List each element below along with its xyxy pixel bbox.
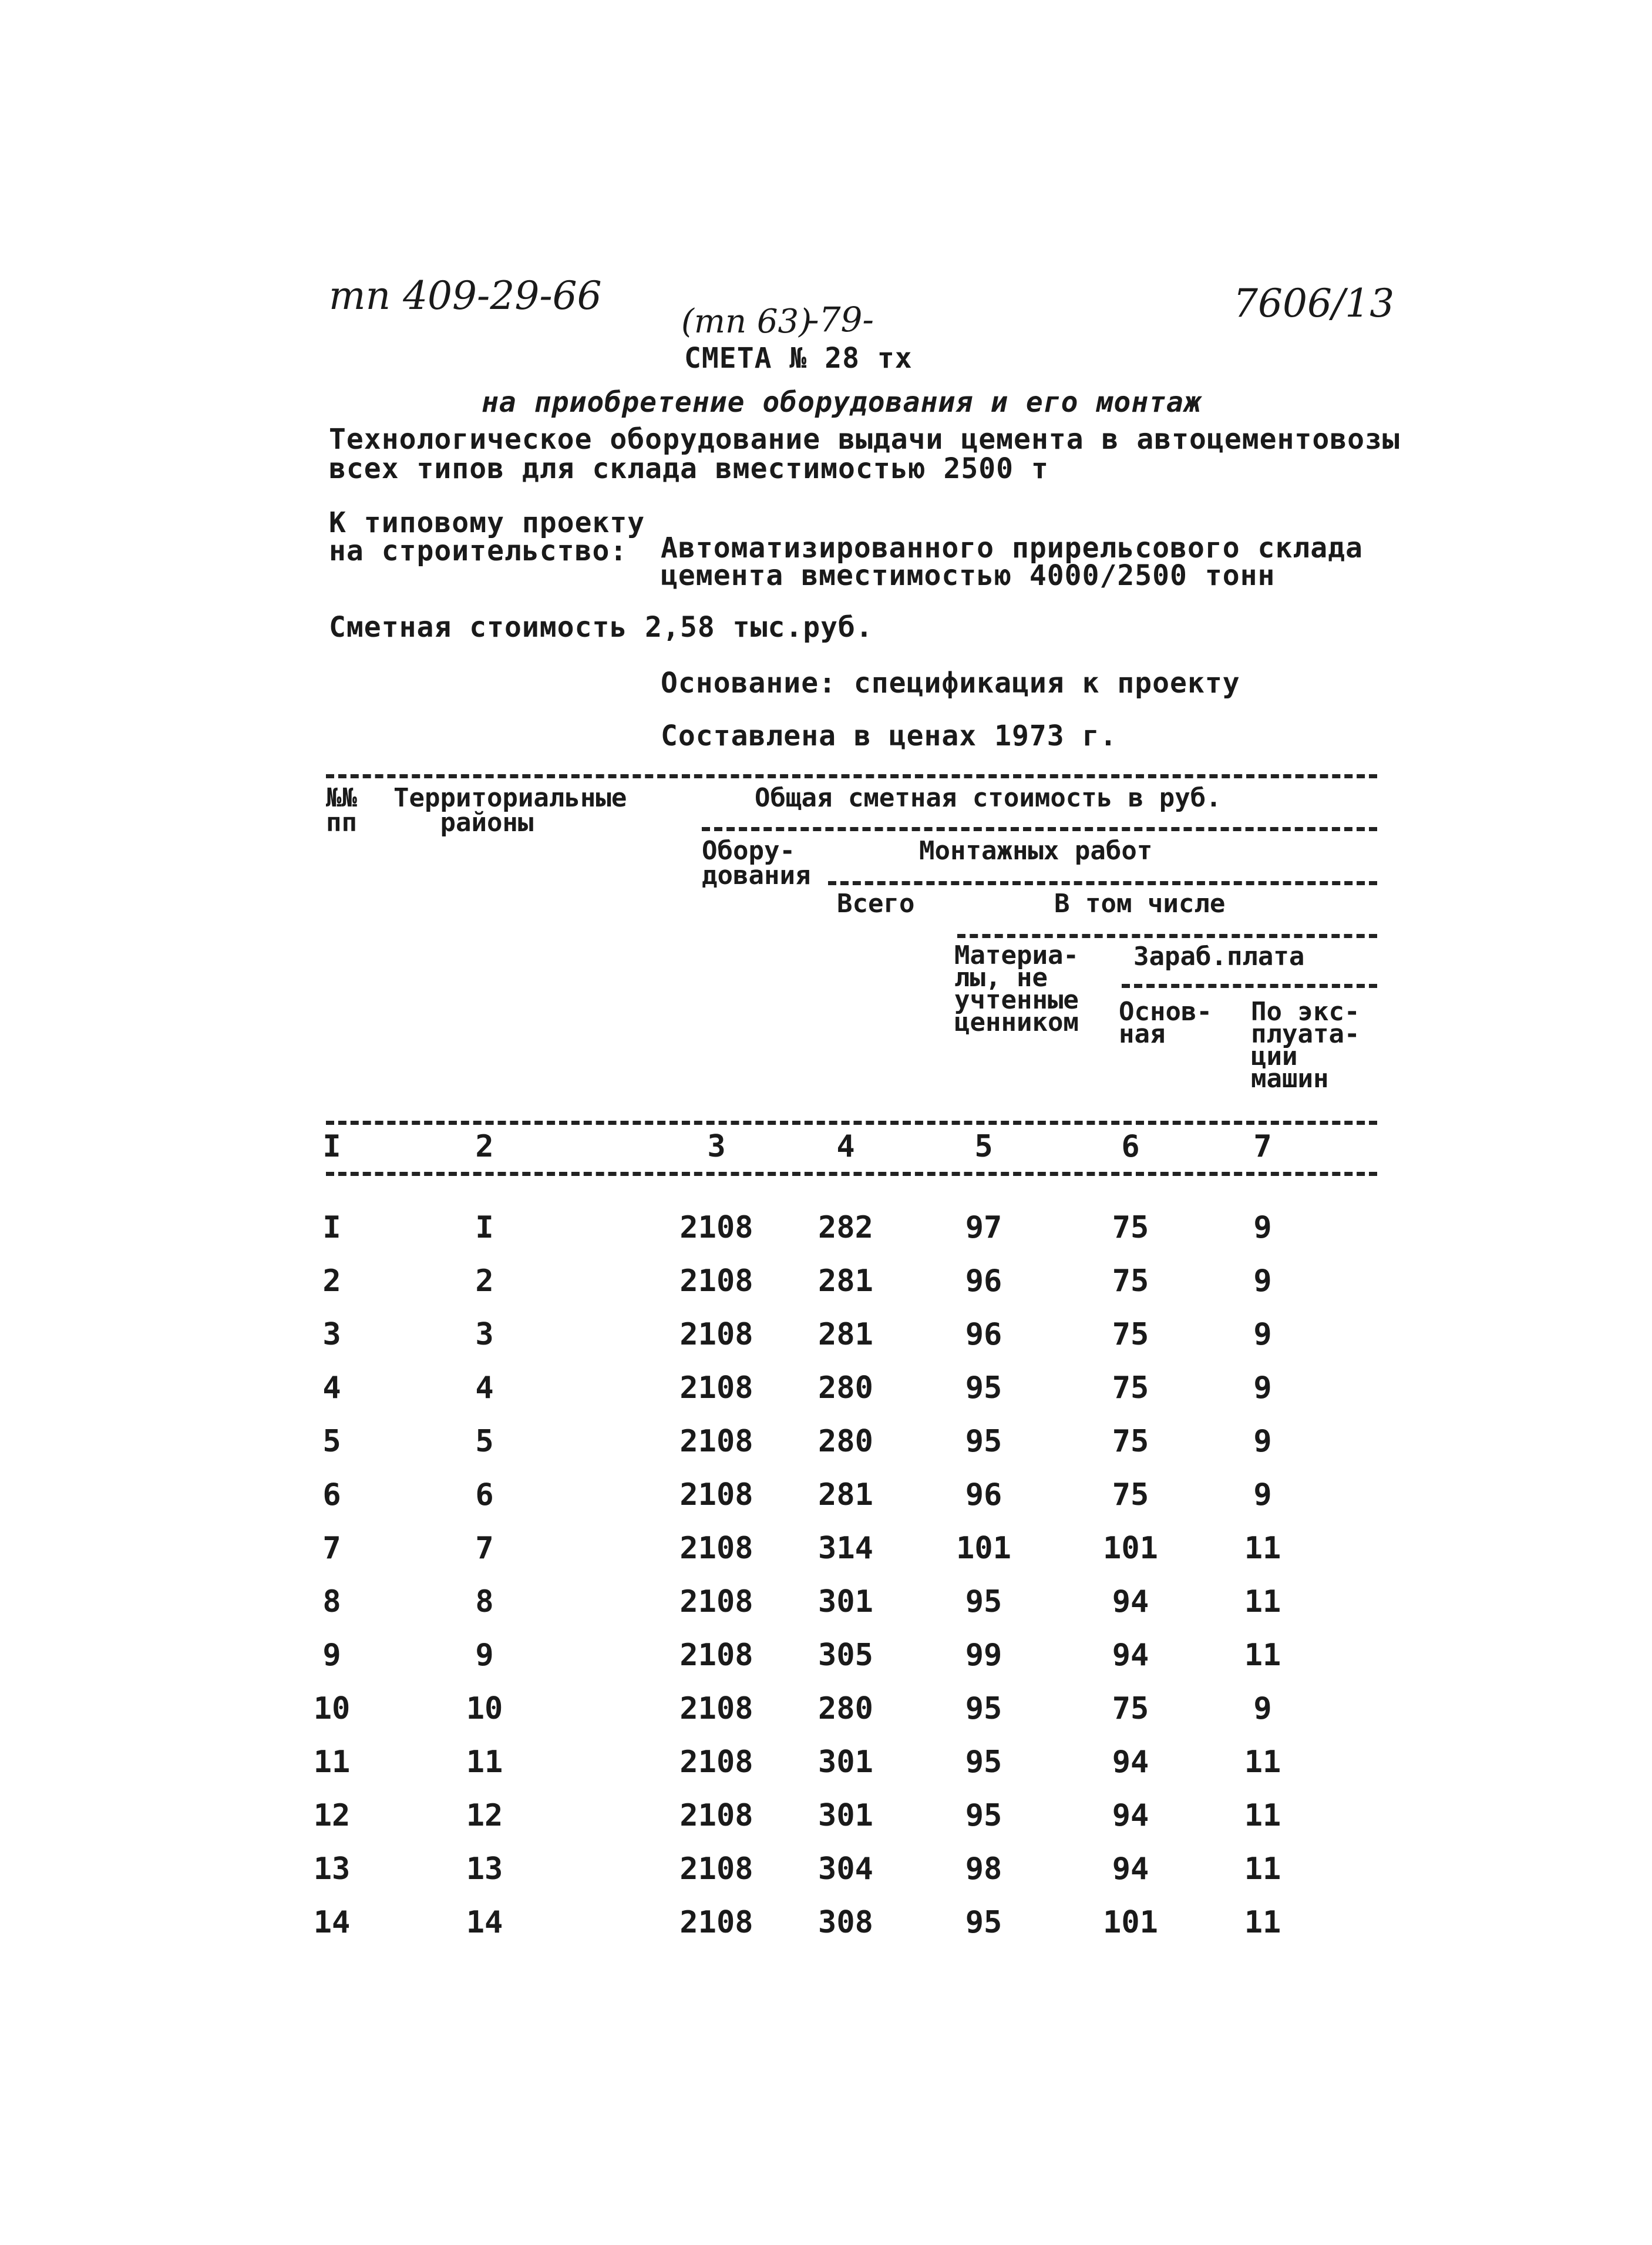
cell-equipment-cost: 2108 — [679, 1638, 753, 1673]
cell-row-number: 2 — [322, 1263, 341, 1299]
cell-region: 13 — [466, 1851, 503, 1887]
column-number-1: I — [322, 1129, 341, 1164]
cell-equipment-cost: 2108 — [679, 1745, 753, 1780]
cell-row-number: 13 — [313, 1851, 351, 1887]
cell-row-number: 10 — [313, 1691, 351, 1726]
cell-equipment-cost: 2108 — [679, 1691, 753, 1726]
header-machine-operation: По экс- плуата- ции машин — [1251, 997, 1360, 1094]
cell-materials: 95 — [965, 1584, 1002, 1619]
cell-equipment-cost: 2108 — [679, 1798, 753, 1833]
description-line-1: Технологическое оборудование выдачи цемента в автоцементовозы — [329, 423, 1400, 456]
table-rule-numbers-bottom — [326, 1172, 1377, 1176]
cell-machine-wages: 9 — [1253, 1424, 1272, 1459]
cell-materials: 97 — [965, 1210, 1002, 1245]
cell-basic-wages: 75 — [1112, 1263, 1149, 1299]
cell-machine-wages: 9 — [1253, 1317, 1272, 1352]
header-wages: Зараб.плата — [1133, 942, 1305, 972]
column-number-3: 3 — [707, 1129, 726, 1164]
cell-materials: 96 — [965, 1317, 1002, 1352]
header-materials: Материа- лы, не учтенные ценником — [954, 940, 1079, 1037]
cell-row-number: 14 — [313, 1905, 351, 1940]
cell-basic-wages: 101 — [1103, 1905, 1158, 1940]
basis-line: Основание: спецификация к проекту — [661, 667, 1240, 700]
archive-number-handwritten: 7606/13 — [1233, 281, 1395, 326]
cell-basic-wages: 94 — [1112, 1798, 1149, 1833]
cell-basic-wages: 101 — [1103, 1531, 1158, 1566]
cell-basic-wages: 94 — [1112, 1584, 1149, 1619]
cell-machine-wages: 11 — [1244, 1745, 1281, 1780]
cell-region: 12 — [466, 1798, 503, 1833]
project-value-line-1: Автоматизированного прирельсового склада — [661, 532, 1363, 564]
cell-basic-wages: 75 — [1112, 1210, 1149, 1245]
cell-installation-total: 305 — [818, 1638, 873, 1673]
cell-basic-wages: 94 — [1112, 1851, 1149, 1887]
cell-equipment-cost: 2108 — [679, 1584, 753, 1619]
cell-installation-total: 281 — [818, 1317, 873, 1352]
cell-materials: 98 — [965, 1851, 1002, 1887]
cell-equipment-cost: 2108 — [679, 1210, 753, 1245]
page-number: -79- — [808, 300, 874, 340]
column-number-7: 7 — [1253, 1129, 1272, 1164]
table-rule-under-including — [957, 934, 1377, 938]
cell-materials: 95 — [965, 1370, 1002, 1406]
cell-region: 4 — [475, 1370, 494, 1406]
cell-row-number: 6 — [322, 1477, 341, 1513]
cell-materials: 95 — [965, 1745, 1002, 1780]
cell-machine-wages: 11 — [1244, 1531, 1281, 1566]
cell-materials: 96 — [965, 1477, 1002, 1513]
cell-equipment-cost: 2108 — [679, 1370, 753, 1406]
cell-installation-total: 301 — [818, 1798, 873, 1833]
cell-equipment-cost: 2108 — [679, 1317, 753, 1352]
cell-equipment-cost: 2108 — [679, 1477, 753, 1513]
cell-region: 8 — [475, 1584, 494, 1619]
project-label-line-1: К типовому проекту — [329, 506, 645, 539]
header-total-cost: Общая сметная стоимость в руб. — [755, 783, 1222, 813]
cell-basic-wages: 75 — [1112, 1477, 1149, 1513]
cell-installation-total: 314 — [818, 1531, 873, 1566]
cell-row-number: 3 — [322, 1317, 341, 1352]
cell-installation-total: 281 — [818, 1477, 873, 1513]
cell-equipment-cost: 2108 — [679, 1531, 753, 1566]
cell-region: 3 — [475, 1317, 494, 1352]
cell-row-number: 11 — [313, 1745, 351, 1780]
cell-row-number: I — [322, 1210, 341, 1245]
cell-equipment-cost: 2108 — [679, 1851, 753, 1887]
cell-installation-total: 281 — [818, 1263, 873, 1299]
cell-row-number: 7 — [322, 1531, 341, 1566]
table-rule-under-total — [702, 827, 1377, 831]
table-rule-top — [326, 774, 1377, 778]
cell-installation-total: 282 — [818, 1210, 873, 1245]
cell-installation-total: 280 — [818, 1370, 873, 1406]
cell-machine-wages: 9 — [1253, 1691, 1272, 1726]
header-regions: Территориальные районы — [393, 783, 627, 838]
header-wages-basic: Основ- ная — [1119, 997, 1212, 1049]
project-value-line-2: цемента вместимостью 4000/2500 тонн — [661, 559, 1276, 592]
cell-machine-wages: 11 — [1244, 1905, 1281, 1940]
table-rule-under-installation — [828, 881, 1377, 885]
column-number-5: 5 — [974, 1129, 993, 1164]
cell-region: I — [475, 1210, 494, 1245]
table-rule-under-wages — [1122, 984, 1377, 988]
table-rule-header-bottom — [326, 1121, 1377, 1125]
cell-machine-wages: 9 — [1253, 1477, 1272, 1513]
cell-materials: 95 — [965, 1798, 1002, 1833]
column-number-4: 4 — [836, 1129, 855, 1164]
cell-row-number: 8 — [322, 1584, 341, 1619]
cell-installation-total: 280 — [818, 1691, 873, 1726]
header-equipment: Обору- дования — [702, 836, 811, 890]
cell-row-number: 9 — [322, 1638, 341, 1673]
cell-region: 9 — [475, 1638, 494, 1673]
column-number-2: 2 — [475, 1129, 494, 1164]
header-total: Всего — [837, 889, 915, 919]
cell-materials: 101 — [956, 1531, 1011, 1566]
column-number-6: 6 — [1121, 1129, 1140, 1164]
cell-machine-wages: 9 — [1253, 1263, 1272, 1299]
header-installation: Монтажных работ — [919, 836, 1153, 866]
cell-basic-wages: 94 — [1112, 1745, 1149, 1780]
cell-region: 7 — [475, 1531, 494, 1566]
cell-materials: 96 — [965, 1263, 1002, 1299]
cell-materials: 99 — [965, 1638, 1002, 1673]
document-title: СМЕТА № 28 тх — [684, 342, 913, 375]
cell-machine-wages: 11 — [1244, 1584, 1281, 1619]
cell-region: 10 — [466, 1691, 503, 1726]
cell-machine-wages: 11 — [1244, 1798, 1281, 1833]
cell-equipment-cost: 2108 — [679, 1905, 753, 1940]
cell-equipment-cost: 2108 — [679, 1424, 753, 1459]
cell-row-number: 12 — [313, 1798, 351, 1833]
cell-materials: 95 — [965, 1424, 1002, 1459]
cell-basic-wages: 75 — [1112, 1691, 1149, 1726]
cell-row-number: 4 — [322, 1370, 341, 1406]
cell-region: 14 — [466, 1905, 503, 1940]
description-line-2: всех типов для склада вместимостью 2500 т — [329, 452, 1049, 485]
header-including: В том числе — [1054, 889, 1226, 919]
sheet-ref-handwritten: (тп 63) — [681, 303, 812, 341]
document-subtitle: на приобретение оборудования и его монтаж — [482, 386, 1202, 419]
cell-equipment-cost: 2108 — [679, 1263, 753, 1299]
header-row-number: №№ пп — [326, 783, 357, 838]
cell-materials: 95 — [965, 1691, 1002, 1726]
cell-basic-wages: 75 — [1112, 1317, 1149, 1352]
cell-installation-total: 308 — [818, 1905, 873, 1940]
cell-row-number: 5 — [322, 1424, 341, 1459]
cell-machine-wages: 11 — [1244, 1638, 1281, 1673]
cell-installation-total: 304 — [818, 1851, 873, 1887]
cell-machine-wages: 9 — [1253, 1210, 1272, 1245]
estimated-cost: Сметная стоимость 2,58 тыс.руб. — [329, 611, 873, 644]
cell-machine-wages: 11 — [1244, 1851, 1281, 1887]
project-code-handwritten: тп 409-29-66 — [329, 273, 602, 318]
cell-region: 6 — [475, 1477, 494, 1513]
cell-region: 2 — [475, 1263, 494, 1299]
cell-region: 5 — [475, 1424, 494, 1459]
cell-materials: 95 — [965, 1905, 1002, 1940]
cell-installation-total: 301 — [818, 1584, 873, 1619]
cell-machine-wages: 9 — [1253, 1370, 1272, 1406]
project-label-line-2: на строительство: — [329, 535, 628, 567]
cell-installation-total: 280 — [818, 1424, 873, 1459]
cell-basic-wages: 94 — [1112, 1638, 1149, 1673]
prices-line: Составлена в ценах 1973 г. — [661, 720, 1118, 752]
cell-region: 11 — [466, 1745, 503, 1780]
cell-basic-wages: 75 — [1112, 1424, 1149, 1459]
cell-installation-total: 301 — [818, 1745, 873, 1780]
cell-basic-wages: 75 — [1112, 1370, 1149, 1406]
